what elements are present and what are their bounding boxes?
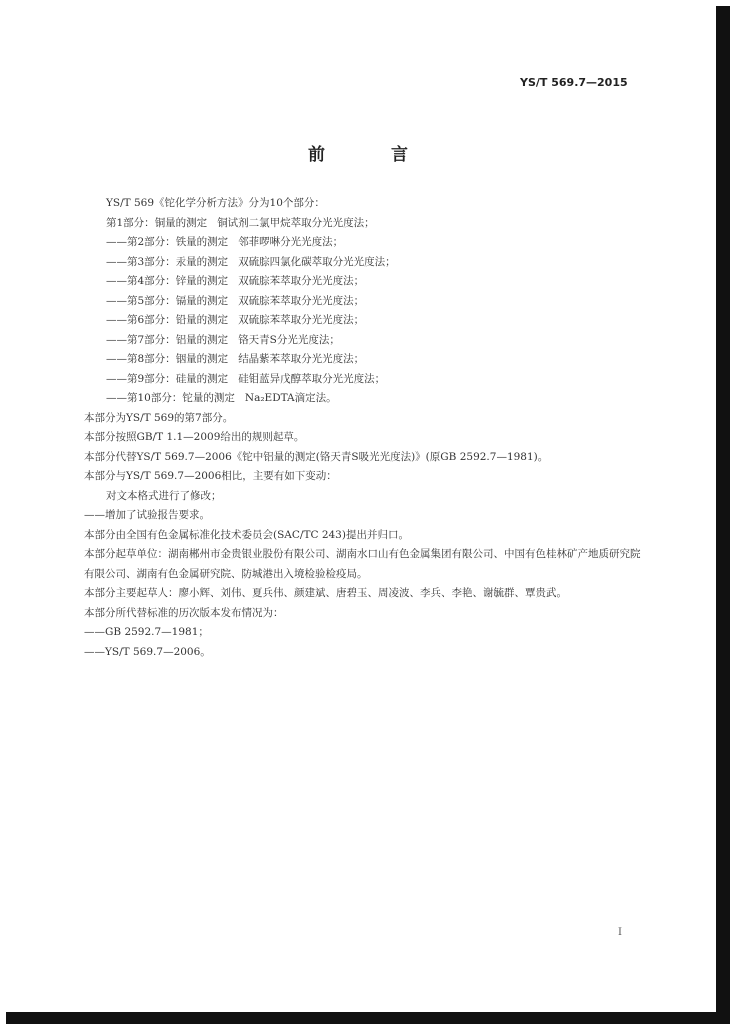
part-prefix: ——第6部分： bbox=[106, 314, 176, 326]
paragraph-history-intro: 本部分所代替标准的历次版本发布情况为： bbox=[84, 606, 284, 619]
paragraph-replaces: 本部分代替YS/T 569.7—2006《铊中铝量的测定(铬天青S吸光光度法)》(原GB 2592.7—1981)。 bbox=[84, 450, 549, 463]
part-prefix: ——第2部分： bbox=[106, 236, 176, 248]
list-item-part-9 bbox=[84, 370, 644, 390]
part-method: 铜试剂二氯甲烷萃取分光光度法； bbox=[217, 216, 375, 229]
list-item-part-3 bbox=[84, 253, 644, 273]
part-method: Na₂EDTA滴定法。 bbox=[244, 392, 337, 404]
paragraph-part-number: 本部分为YS/T 569的第7部分。 bbox=[84, 411, 234, 424]
part-prefix: ——第10部分： bbox=[106, 392, 183, 404]
paragraph-proposer: 本部分由全国有色金属标准化技术委员会(SAC/TC 243)提出并归口。 bbox=[84, 528, 409, 541]
change-item: 对文本格式进行了修改； bbox=[106, 489, 222, 502]
page-shadow-right bbox=[716, 6, 730, 1024]
page-number: I bbox=[618, 927, 622, 938]
part-prefix: ——第9部分： bbox=[106, 372, 176, 385]
intro-line: YS/T 569《铊化学分析方法》分为10个部分： bbox=[106, 197, 325, 209]
paragraph-drafting-rules: 本部分按照GB/T 1.1—2009给出的规则起草。 bbox=[84, 431, 305, 443]
part-name: 铊量的测定 bbox=[182, 392, 235, 404]
part-method: 硅钼蓝异戊醇萃取分光光度法； bbox=[238, 372, 386, 385]
part-prefix: ——第5部分： bbox=[106, 294, 176, 307]
list-item-part-8 bbox=[84, 350, 644, 370]
list-item-part-6 bbox=[84, 311, 644, 331]
part-name: 硅量的测定 bbox=[175, 372, 229, 385]
part-method: 双硫腙苯萃取分光光度法； bbox=[238, 294, 365, 307]
part-name: 铅量的测定 bbox=[175, 314, 229, 326]
list-item-part-10 bbox=[84, 389, 644, 409]
page-shadow-bottom bbox=[6, 1012, 730, 1024]
part-method: 结晶紫苯萃取分光光度法； bbox=[238, 353, 365, 365]
list-item-part-5 bbox=[84, 292, 644, 312]
part-prefix: ——第4部分： bbox=[106, 275, 176, 287]
part-name: 锌量的测定 bbox=[175, 275, 229, 287]
paragraph-changes-intro: 本部分与YS/T 569.7—2006相比，主要有如下变动： bbox=[84, 470, 337, 482]
part-prefix: ——第7部分： bbox=[106, 333, 176, 346]
page-title: 前 言 bbox=[308, 145, 438, 165]
part-name: 铝量的测定 bbox=[175, 333, 229, 346]
paragraph-drafters: 本部分主要起草人：廖小辉、刘伟、夏兵伟、颜建斌、唐碧玉、周凌波、李兵、李艳、谢毓群、覃贵武。 bbox=[84, 587, 567, 599]
history-item: ——GB 2592.7—1981； bbox=[84, 626, 209, 638]
change-item: ——增加了试验报告要求。 bbox=[84, 509, 210, 521]
part-name: 镉量的测定 bbox=[175, 294, 229, 307]
history-item: ——YS/T 569.7—2006。 bbox=[84, 645, 211, 658]
foreword-body bbox=[84, 194, 644, 662]
part-prefix: ——第3部分： bbox=[106, 255, 176, 268]
list-item-part-1 bbox=[84, 214, 644, 234]
part-prefix: ——第8部分： bbox=[106, 353, 176, 365]
part-name: 铁量的测定 bbox=[175, 236, 229, 248]
part-name: 铜量的测定 bbox=[154, 216, 208, 229]
part-prefix: 第1部分： bbox=[106, 216, 155, 229]
part-name: 铟量的测定 bbox=[175, 353, 229, 365]
doc-code: YS/T 569.7—2015 bbox=[520, 76, 628, 89]
paragraph-drafting-units: 本部分起草单位：湖南郴州市金贵银业股份有限公司、湖南水口山有色金属集团有限公司、中国有色桂林矿产地质研究院有限公司、湖南有色金属研究院、防城港出入境检验检疫局。 bbox=[84, 548, 641, 580]
list-item-part-2 bbox=[84, 233, 644, 253]
part-method: 铬天青S分光光度法； bbox=[238, 333, 340, 346]
part-method: 双硫腙苯萃取分光光度法； bbox=[238, 275, 365, 287]
list-item-part-4 bbox=[84, 272, 644, 292]
part-name: 汞量的测定 bbox=[175, 255, 229, 268]
list-item-part-7 bbox=[84, 331, 644, 351]
part-method: 邻菲啰啉分光光度法； bbox=[238, 236, 344, 248]
part-method: 双硫腙苯萃取分光光度法； bbox=[238, 314, 365, 326]
part-method: 双硫腙四氯化碳萃取分光光度法； bbox=[238, 255, 396, 268]
